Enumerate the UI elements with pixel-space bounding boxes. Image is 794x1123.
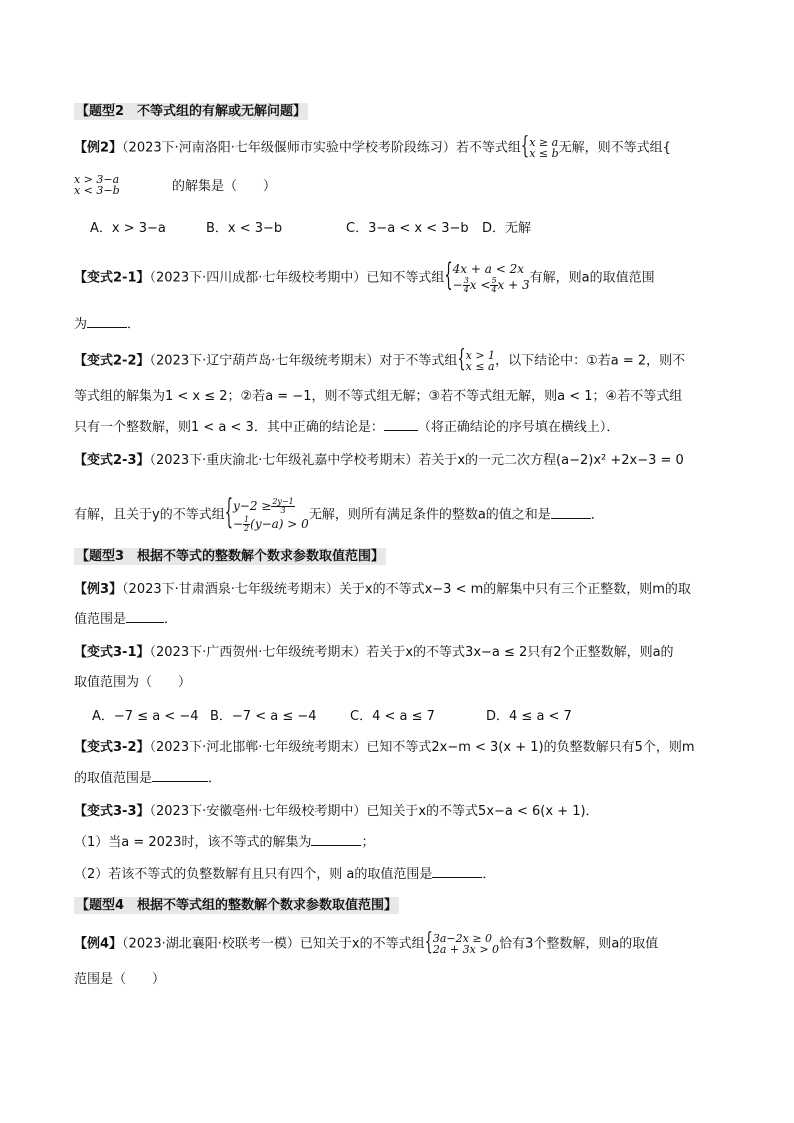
section-title-2: 【题型2 不等式组的有解或无解问题】: [76, 104, 307, 119]
answer-blank[interactable]: [126, 610, 164, 623]
inequality-system: { x > 1 x ≤ a: [457, 345, 496, 375]
variant-2-2-line3: 只有一个整数解，则1 < a < 3．其中正确的结论是： （将正确结论的序号填在横线上）．: [74, 420, 620, 435]
option-b[interactable]: B．x < 3−b: [206, 221, 283, 236]
section-title-3: 【题型3 根据不等式的整数解个数求参数取值范围】: [76, 549, 385, 564]
variant-3-1-line2: 取值范围为（ ）: [74, 675, 192, 690]
option-b[interactable]: B．−7 < a ≤ −4: [210, 709, 317, 724]
variant-2-2-line2: 等式组的解集为1 < x ≤ 2；②若a = −1，则不等式组无解；③若不等式组无解，则a < 1；④若不等式组: [74, 389, 683, 404]
inequality-system: { 3a−2x ≥ 0 2a + 3x > 0: [424, 928, 500, 958]
answer-blank[interactable]: [311, 833, 361, 846]
answer-blank[interactable]: [384, 418, 418, 431]
option-d[interactable]: D．4 ≤ a < 7: [486, 709, 572, 724]
answer-blank[interactable]: [551, 506, 591, 519]
example-2-options: [90, 220, 531, 238]
variant-3-3-q1: （1）当a = 2023时，该不等式的解集为 ；: [74, 835, 375, 850]
inequality-system: { 4x + a < 2x − $\frac{3}{4}$ x < $\frac{5}{4}$ x + 3: [444, 258, 530, 295]
example-4-line2: 范围是（ ）: [74, 972, 166, 987]
inequality-system: { y−2 ≥ $\frac{2y-1}{3}$ − $\frac{1}{2}$ (y−a) > 0: [224, 494, 309, 534]
variant-2-3-line2: 有解，且关于y的不等式组{ y−2 ≥ $\frac{2y-1}{3}$ − $\frac{1}{2}$ (y−a) > 0 无解，则所有满足条件的整数a的值之和是 ．: [74, 494, 604, 534]
option-c[interactable]: C．3−a < x < 3−b: [346, 221, 469, 236]
variant-3-1: 【变式3-1】（2023下·广西贺州·七年级统考期末）若关于x的不等式3x−a ≤ 2只有2个正整数解，则a的: [74, 645, 674, 660]
variant-2-2: 【变式2-2】（2023下·辽宁葫芦岛·七年级统考期末）对于不等式组{ x > 1 x ≤ a ，以下结论中：①若a = 2，则不: [74, 345, 686, 375]
variant-3-1-options: [92, 708, 572, 726]
inequality-system: { x ≥ a x ≤ b: [520, 132, 559, 162]
example-3: 【例3】（2023下·甘肃酒泉·七年级统考期末）关于x的不等式x−3 < m的解集中只有三个正整数，则m的取: [74, 582, 691, 597]
variant-2-1: 【变式2-1】（2023下·四川成都·七年级校考期中）已知不等式组{ 4x + a < 2x − $\frac{3}{4}$ x < $\frac{5}{4}$ x + 3 有解，则a的取值范围: [74, 258, 655, 295]
answer-blank[interactable]: [152, 769, 208, 782]
variant-2-1-line2: 为 ．: [74, 317, 141, 332]
option-a[interactable]: A．x > 3−a: [90, 221, 166, 236]
example-2-system: x > 3−a x < 3−b: [74, 173, 120, 197]
example-4: 【例4】（2023·湖北襄阳·校联考一模）已知关于x的不等式组{ 3a−2x ≥ 0 2a + 3x > 0 恰有3个整数解，则a的取值: [74, 928, 659, 958]
answer-blank[interactable]: [87, 315, 127, 328]
example-2: 【例2】（2023下·河南洛阳·七年级偃师市实验中学校考阶段练习）若不等式组{ x ≥ a x ≤ b 无解，则不等式组{: [74, 132, 671, 162]
variant-3-2: 【变式3-2】（2023下·河北邯郸·七年级统考期末）已知不等式2x−m < 3(x + 1)的负整数解只有5个，则m: [74, 740, 695, 755]
example-3-line2: 值范围是 ．: [74, 612, 178, 627]
answer-blank[interactable]: [432, 865, 482, 878]
option-c[interactable]: C．4 < a ≤ 7: [350, 709, 435, 724]
section-title-4: 【题型4 根据不等式组的整数解个数求参数取值范围】: [76, 898, 398, 913]
option-d[interactable]: D．无解: [482, 221, 532, 236]
variant-3-3-q2: （2）若该不等式的负整数解有且只有四个，则 a的取值范围是 ．: [74, 867, 496, 882]
variant-3-3: 【变式3-3】（2023下·安徽亳州·七年级校考期中）已知关于x的不等式5x−a < 6(x + 1)．: [74, 804, 599, 819]
variant-2-3: 【变式2-3】（2023下·重庆渝北·七年级礼嘉中学校考期末）若关于x的一元二次方程(a−2)x² +2x−3 = 0: [74, 453, 684, 468]
variant-3-2-line2: 的取值范围是 ．: [74, 771, 222, 786]
example-2-tail: 的解集是（ ）: [172, 179, 277, 194]
option-a[interactable]: A．−7 ≤ a < −4: [92, 709, 199, 724]
